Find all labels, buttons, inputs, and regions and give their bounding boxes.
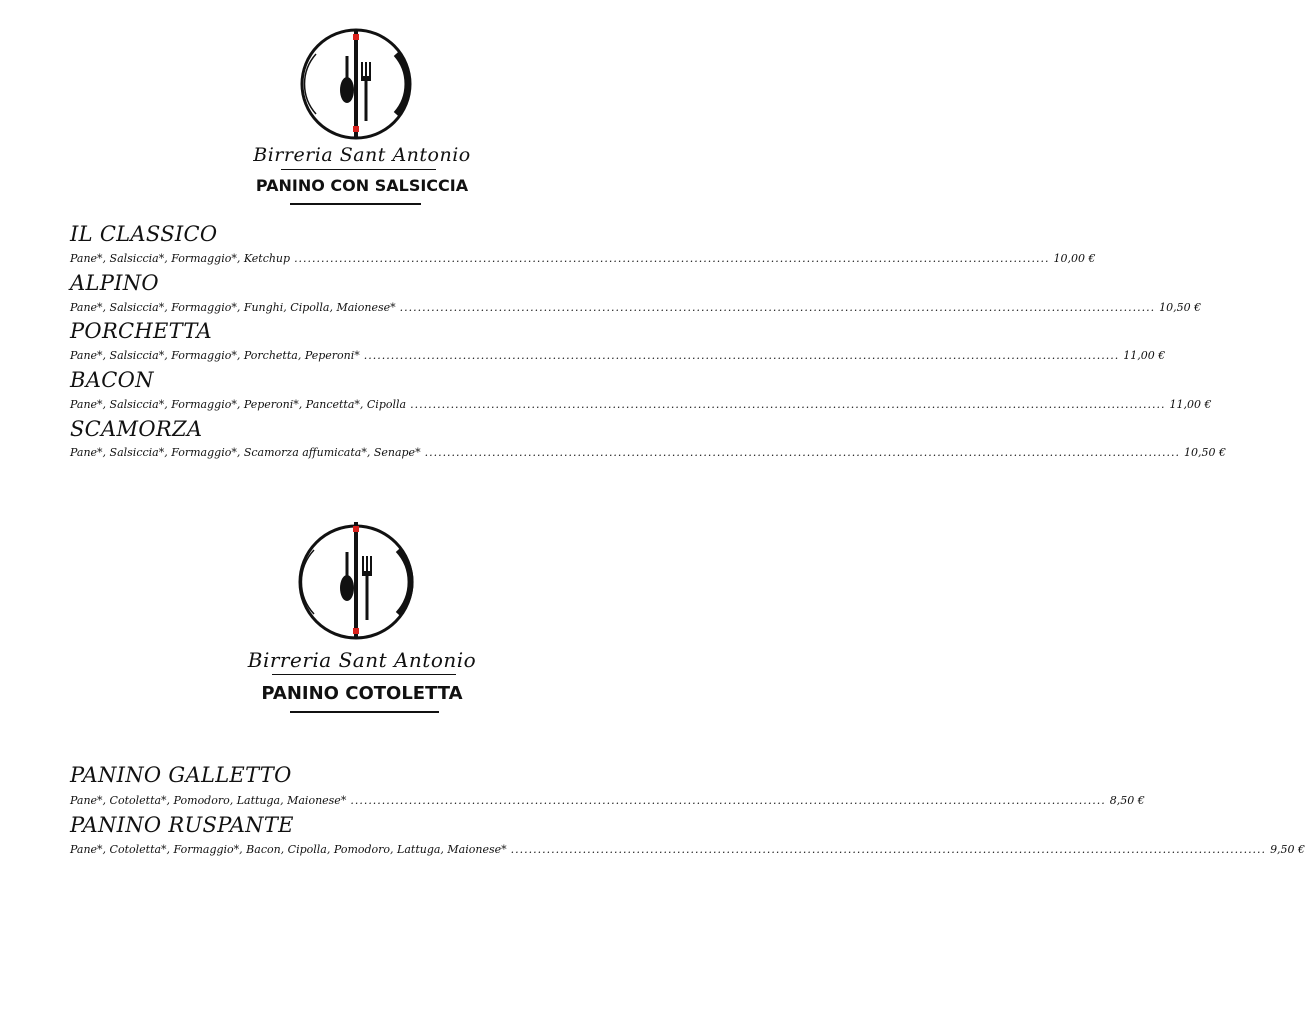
- plate-spoon-fork-icon: [256, 26, 456, 142]
- menu-item-description: Pane*, Salsiccia*, Formaggio*, Ketchup: [70, 252, 291, 265]
- menu-item-name: PANINO GALLETTO: [70, 763, 292, 787]
- menu-item-price: 10,50 €: [1184, 446, 1227, 459]
- menu-item-line: [70, 794, 1145, 807]
- menu-item-line: [70, 843, 1305, 856]
- menu-item-price: 10,00 €: [1053, 252, 1096, 265]
- menu-item-description: Pane*, Salsiccia*, Formaggio*, Scamorza affumicata*, Senape*: [70, 446, 421, 459]
- menu-item-price: 11,00 €: [1123, 349, 1166, 362]
- menu-item-price: 11,00 €: [1169, 398, 1212, 411]
- menu-item-line: [70, 398, 1212, 411]
- menu-item-name: IL CLASSICO: [70, 222, 218, 246]
- menu-item-description: Pane*, Salsiccia*, Formaggio*, Funghi, Cipolla, Maionese*: [70, 301, 396, 314]
- section-title: PANINO CON SALSICCIA: [255, 176, 469, 195]
- dot-leader: ........................................................................................................................................................................: [350, 794, 1106, 807]
- logo-1: [256, 26, 456, 142]
- dot-leader: ........................................................................................................................................................................: [363, 349, 1120, 362]
- menu-item-name: SCAMORZA: [70, 417, 203, 441]
- menu-item-price: 8,50 €: [1109, 794, 1145, 807]
- menu-item-price: 9,50 €: [1270, 843, 1305, 856]
- menu-item-description: Pane*, Cotoletta*, Pomodoro, Lattuga, Maionese*: [70, 794, 347, 807]
- menu-item-description: Pane*, Salsiccia*, Formaggio*, Peperoni*, Pancetta*, Cipolla: [70, 398, 407, 411]
- menu-item-line: [70, 252, 1096, 265]
- logo-2: [256, 520, 456, 642]
- brand-underline: [272, 674, 456, 675]
- menu-item-line: [70, 349, 1166, 362]
- menu-item-description: Pane*, Cotoletta*, Formaggio*, Bacon, Cipolla, Pomodoro, Lattuga, Maionese*: [70, 843, 507, 856]
- dot-leader: ........................................................................................................................................................................: [410, 398, 1166, 411]
- plate-spoon-fork-icon: [256, 520, 456, 642]
- menu-item-name: BACON: [70, 368, 154, 392]
- menu-item-name: PANINO RUSPANTE: [70, 813, 294, 837]
- section-title: PANINO COTOLETTA: [261, 683, 463, 704]
- brand-underline: [281, 169, 436, 170]
- menu-item-description: Pane*, Salsiccia*, Formaggio*, Porchetta, Peperoni*: [70, 349, 360, 362]
- dot-leader: ........................................................................................................................................................................: [510, 843, 1267, 856]
- brand-name: Birreria Sant Antonio: [247, 648, 477, 672]
- menu-item-line: [70, 446, 1227, 459]
- section-divider: [290, 203, 421, 205]
- menu-item-price: 10,50 €: [1159, 301, 1202, 314]
- section-divider: [290, 711, 439, 713]
- menu-item-name: ALPINO: [70, 271, 159, 295]
- brand-name: Birreria Sant Antonio: [253, 144, 471, 166]
- dot-leader: ........................................................................................................................................................................: [294, 252, 1050, 265]
- dot-leader: ........................................................................................................................................................................: [399, 301, 1156, 314]
- dot-leader: ........................................................................................................................................................................: [424, 446, 1181, 459]
- menu-item-name: PORCHETTA: [70, 319, 212, 343]
- menu-item-line: [70, 301, 1202, 314]
